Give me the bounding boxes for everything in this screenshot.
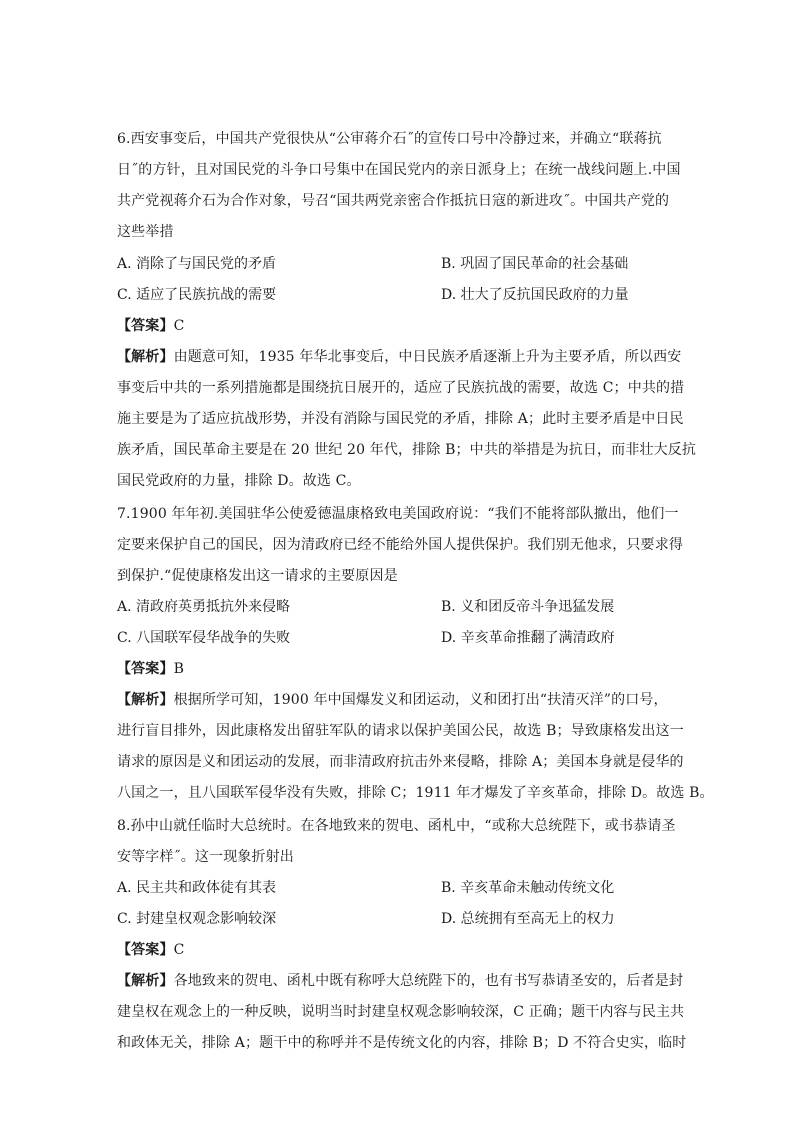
q6-answer-value: C: [173, 318, 185, 334]
q7-stem-line-2: 定要来保护自己的国民，因为清政府已经不能给外国人提供保护。我们别无他求，只要求得: [117, 537, 683, 553]
q8-analysis-line-3: 和政体无关，排除 A；题干中的称呼并不是传统文化的内容，排除 B；D 不符合史实，临时: [117, 1035, 687, 1051]
q6-stem-line-2: 日˝的方针，且对国民党的斗争口号集中在国民党内的亲日派身上；在统一战线问题上.中国: [117, 162, 681, 178]
q8-option-a: A. 民主共和政体徒有其表: [117, 880, 277, 896]
q6-analysis-line-3: 施主要是为了适应抗战形势，并没有消除与国民党的矛盾，排除 A；此时主要矛盾是中日民: [117, 411, 684, 427]
q7-answer-row: [117, 659, 687, 679]
q8-analysis-line-2: 建皇权在观念上的一种反映，说明当时封建皇权观念影响较深，C 正确；题干内容与民主共: [117, 1004, 685, 1020]
q6-analysis-line-4: 族矛盾，国民革命主要是在 20 世纪 20 年代，排除 B；中共的举措是为抗日，而非壮大反抗: [117, 442, 697, 458]
q6-answer-row: [117, 316, 687, 336]
q7-analysis-label: 【解析】: [117, 692, 174, 708]
q7-analysis-line-3: 请求的原因是义和团运动的发展，而非清政府抗击外来侵略，排除 A；美国本身就是侵华的: [117, 754, 684, 770]
q8-option-d: D. 总统拥有至高无上的权力: [441, 911, 615, 927]
q7-analysis-line-4: 八国之一，且八国联军侵华没有失败，排除 C；1911 年才爆发了辛亥革命，排除 D。故选 B。: [117, 785, 714, 801]
q6-analysis-label: 【解析】: [117, 349, 174, 365]
q8-analysis-line-1: [117, 971, 687, 991]
q8-answer-value: C: [173, 942, 185, 958]
q8-stem-line-2: 安等字样˝。这一现象折射出: [117, 849, 294, 865]
q6-answer-label: 【答案】: [117, 318, 174, 334]
q7-stem-line-3: 到保护.“促使康格发出这一请求的主要原因是: [117, 568, 398, 584]
q6-option-c: C. 适应了民族抗战的需要: [117, 287, 277, 303]
q7-option-d: D. 辛亥革命推翻了满清政府: [441, 630, 615, 646]
q7-answer-label: 【答案】: [117, 661, 174, 677]
q8-analysis-text-1: 各地致来的贺电、函札中既有称呼大总统陛下的，也有书写恭请圣安的，后者是封: [173, 973, 684, 989]
q7-analysis-line-2: 进行盲目排外，因此康格发出留驻军队的请求以保护美国公民，故选 B；导致康格发出这一: [117, 723, 684, 739]
q6-stem-line-1: 6.西安事变后，中国共产党很快从“公审蒋介石˝的宣传口号中冷静过来，并确立“联蒋抗: [117, 131, 662, 147]
q7-stem-line-1: 7.1900 年年初.美国驻华公使爱德温康格致电美国政府说：“我们不能将部队撤出，他们一: [117, 506, 679, 522]
q7-option-b: B. 义和团反帝斗争迅猛发展: [441, 599, 615, 615]
q6-analysis-line-2: 事变后中共的一系列措施都是围绕抗日展开的，适应了民族抗战的需要，故选 C；中共的措: [117, 380, 685, 396]
q7-answer-value: B: [173, 661, 185, 677]
q8-stem-line-1: 8.孙中山就任临时大总统时。在各地致来的贺电、函札中，“或称大总统陛下，或书恭请圣: [117, 818, 676, 834]
q6-option-d: D. 壮大了反抗国民政府的力量: [441, 287, 629, 303]
q6-analysis-line-5: 国民党政府的力量，排除 D。故选 C。: [117, 473, 361, 489]
q8-option-b: B. 辛亥革命未触动传统文化: [441, 880, 615, 896]
q6-option-b: B. 巩固了国民革命的社会基础: [441, 256, 629, 272]
q8-answer-label: 【答案】: [117, 942, 174, 958]
q6-stem-line-4: 这些举措: [117, 224, 174, 240]
q6-stem-line-3: 共产党视蒋介石为合作对象，号召“国共两党亲密合作抵抗日寇的新进攻˝。中国共产党的: [117, 193, 670, 209]
q7-analysis-line-1: [117, 690, 687, 710]
q8-option-c: C. 封建皇权观念影响较深: [117, 911, 277, 927]
q7-option-c: C. 八国联军侵华战争的失败: [117, 630, 291, 646]
q6-option-a: A. 消除了与国民党的矛盾: [117, 256, 277, 272]
q8-analysis-label: 【解析】: [117, 973, 174, 989]
q8-answer-row: [117, 940, 687, 960]
q7-analysis-text-1: 根据所学可知，1900 年中国爆发义和团运动，义和团打出“扶清灭洋”的口号，: [173, 692, 668, 708]
q6-analysis-text-1: 由题意可知，1935 年华北事变后，中日民族矛盾逐渐上升为主要矛盾，所以西安: [173, 349, 682, 365]
q6-analysis-line-1: [117, 347, 687, 367]
q7-option-a: A. 清政府英勇抵抗外来侵略: [117, 599, 291, 615]
